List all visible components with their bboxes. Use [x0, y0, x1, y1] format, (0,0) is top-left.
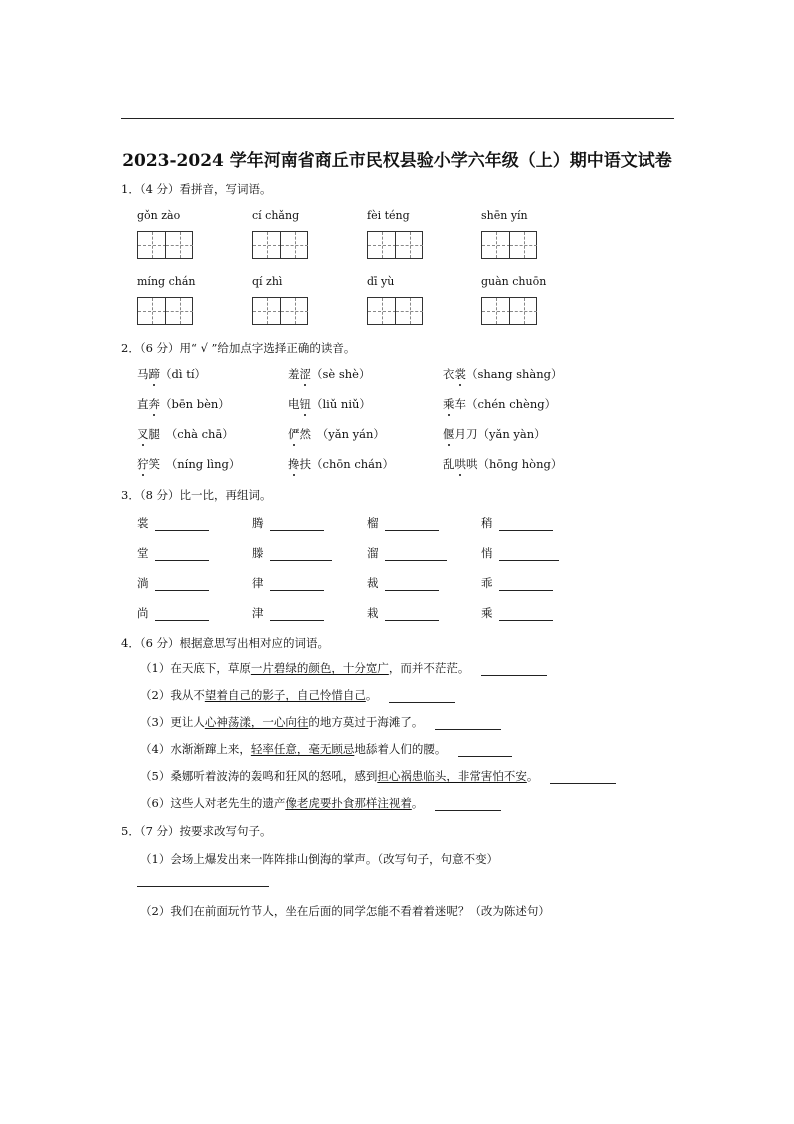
dotted-character: 涩 [299, 367, 311, 381]
meaning-sentence [140, 660, 547, 676]
reading-choice-item[interactable] [137, 456, 240, 472]
underlined-phrase: 担心祸患临头，非常害怕不安 [377, 769, 527, 783]
dotted-character: 狞 [137, 457, 149, 471]
pinyin-options: （níng lìng） [160, 457, 241, 471]
answer-blank[interactable] [385, 518, 439, 531]
sentence-lead: （2）我从不 [140, 688, 205, 702]
reading-choice-item[interactable] [443, 456, 562, 472]
answer-blank[interactable] [155, 608, 209, 621]
writing-grid[interactable] [481, 297, 537, 325]
word-suffix: 车 [454, 397, 466, 411]
pinyin-label: cí chǎng [252, 209, 300, 222]
word-prefix: 马 [137, 367, 149, 381]
dotted-character: 奔 [148, 397, 160, 411]
answer-blank[interactable] [270, 608, 324, 621]
compare-character: 榴 [367, 516, 379, 530]
dotted-character: 蹄 [148, 367, 160, 381]
pinyin-label: dī yù [367, 275, 395, 288]
reading-choice-item[interactable] [288, 456, 394, 472]
page-title: 2023-2024 学年河南省商丘市民权县验小学六年级（上）期中语文试卷 [122, 151, 672, 171]
pinyin-options: （hōng hòng） [477, 457, 563, 471]
answer-blank[interactable] [499, 608, 553, 621]
sentence-lead: （5）桑娜听着波涛的轰鸣和狂风的怒吼，感到 [140, 769, 378, 783]
compare-char-item [367, 575, 439, 591]
reading-choice-item[interactable] [137, 426, 234, 442]
compare-char-item [137, 515, 209, 531]
answer-blank[interactable] [155, 578, 209, 591]
compare-character: 尚 [137, 606, 149, 620]
answer-blank[interactable] [385, 578, 439, 591]
pinyin-options: （chén chèng） [466, 397, 557, 411]
pinyin-options: （bēn bèn） [160, 397, 230, 411]
pinyin-options: （dì tí） [160, 367, 206, 381]
q1-header: 1．（4 分）看拼音，写词语。 [121, 182, 272, 196]
writing-grid[interactable] [367, 297, 423, 325]
reading-choice-item[interactable] [288, 426, 385, 442]
word-prefix: 衣 [443, 367, 455, 381]
word-prefix: 乱 [443, 457, 455, 471]
dotted-character: 偃 [443, 427, 455, 441]
compare-character: 悄 [481, 546, 493, 560]
reading-choice-item[interactable] [288, 366, 370, 382]
meaning-sentence [140, 768, 616, 784]
underlined-phrase: 像老虎要扑食那样注视着 [285, 796, 412, 810]
writing-grid[interactable] [367, 231, 423, 259]
compare-char-item [367, 545, 447, 561]
compare-character: 律 [252, 576, 264, 590]
pinyin-options: （sè shè） [311, 367, 371, 381]
reading-choice-item[interactable] [137, 366, 206, 382]
writing-grid[interactable] [137, 297, 193, 325]
answer-blank[interactable] [435, 717, 501, 730]
answer-blank[interactable] [550, 771, 616, 784]
writing-grid[interactable] [481, 231, 537, 259]
dotted-character: 钮 [299, 397, 311, 411]
compare-character: 淌 [137, 576, 149, 590]
q5-answer-line-1[interactable] [137, 886, 269, 887]
writing-grid[interactable] [252, 231, 308, 259]
dotted-character: 裳 [454, 367, 466, 381]
sentence-tail: ，而并不茫茫。 [388, 661, 470, 675]
compare-character: 栽 [367, 606, 379, 620]
pinyin-options: （liǔ niǔ） [311, 397, 371, 411]
compare-character: 乖 [481, 576, 493, 590]
word-suffix: 月刀 [454, 427, 478, 441]
compare-char-item [137, 605, 209, 621]
word-suffix: 然 [299, 427, 311, 441]
underlined-phrase: 望着自己的影子，自己怜惜自己 [204, 688, 366, 702]
compare-character: 腾 [252, 516, 264, 530]
q5-sentence-1: （1）会场上爆发出来一阵阵排山倒海的掌声。（改写句子，句意不变） [140, 852, 499, 866]
answer-blank[interactable] [155, 518, 209, 531]
compare-char-item [137, 545, 209, 561]
answer-blank[interactable] [481, 663, 547, 676]
pinyin-label: fèi téng [367, 209, 410, 222]
meaning-sentence [140, 741, 512, 757]
answer-blank[interactable] [499, 548, 559, 561]
sentence-lead: （4）水渐渐蹿上来， [140, 742, 251, 756]
q5-sentence-2: （2）我们在前面玩竹节人，坐在后面的同学怎能不看着着迷呢？（改为陈述句） [140, 904, 550, 918]
answer-blank[interactable] [499, 578, 553, 591]
word-suffix: 哄 [466, 457, 478, 471]
answer-blank[interactable] [155, 548, 209, 561]
sentence-tail: 。 [411, 796, 424, 810]
dotted-character: 叉 [137, 427, 149, 441]
compare-char-item [481, 605, 553, 621]
sentence-tail: 。 [365, 688, 378, 702]
compare-char-item [367, 515, 439, 531]
underlined-phrase: 轻率任意，毫无顾忌 [250, 742, 355, 756]
word-suffix: 笑 [148, 457, 160, 471]
pinyin-label: qí zhì [252, 275, 283, 288]
compare-char-item [252, 545, 332, 561]
q3-header: 3．（8 分）比一比，再组词。 [121, 488, 272, 502]
compare-character: 裳 [137, 516, 149, 530]
reading-choice-item[interactable] [137, 396, 230, 412]
sentence-tail: 的地方莫过于海滩了。 [308, 715, 424, 729]
meaning-sentence [140, 687, 455, 703]
word-suffix: 腿 [148, 427, 160, 441]
pinyin-label: gǒn zào [137, 209, 181, 222]
answer-blank[interactable] [270, 578, 324, 591]
word-suffix: 扶 [299, 457, 311, 471]
dotted-character: 哄 [454, 457, 466, 471]
q5-header: 5．（7 分）按要求改写句子。 [121, 824, 272, 838]
compare-character: 稍 [481, 516, 493, 530]
reading-choice-item[interactable] [288, 396, 371, 412]
compare-character: 裁 [367, 576, 379, 590]
sentence-tail: 。 [526, 769, 539, 783]
q4-header: 4．（6 分）根据意思写出相对应的词语。 [121, 636, 330, 650]
header-rule [121, 118, 674, 119]
sentence-lead: （6）这些人对老先生的遗产 [140, 796, 286, 810]
answer-blank[interactable] [385, 608, 439, 621]
compare-character: 滕 [252, 546, 264, 560]
q2-header: 2．（6 分）用“ √ ”给加点字选择正确的读音。 [121, 341, 356, 355]
answer-blank[interactable] [499, 518, 553, 531]
sentence-tail: 地舔着人们的腰。 [354, 742, 447, 756]
compare-char-item [252, 605, 324, 621]
compare-character: 津 [252, 606, 264, 620]
pinyin-label: míng chán [137, 275, 196, 288]
answer-blank[interactable] [389, 690, 455, 703]
compare-char-item [252, 575, 324, 591]
answer-blank[interactable] [270, 518, 324, 531]
compare-char-item [481, 545, 559, 561]
word-prefix: 电 [288, 397, 300, 411]
pinyin-options: （chōn chán） [311, 457, 394, 471]
dotted-character: 俨 [288, 427, 300, 441]
writing-grid[interactable] [252, 297, 308, 325]
meaning-sentence [140, 714, 501, 730]
compare-character: 溜 [367, 546, 379, 560]
underlined-phrase: 心神荡漾，一心向往 [204, 715, 309, 729]
pinyin-options: （yǎn yán） [311, 427, 385, 441]
answer-blank[interactable] [270, 548, 332, 561]
reading-choice-item[interactable] [443, 426, 546, 442]
reading-choice-item[interactable] [443, 366, 563, 382]
compare-char-item [137, 575, 209, 591]
compare-character: 堂 [137, 546, 149, 560]
answer-blank[interactable] [435, 798, 501, 811]
compare-char-item [481, 575, 553, 591]
meaning-sentence [140, 795, 501, 811]
sentence-lead: （3）更让人 [140, 715, 205, 729]
answer-blank[interactable] [458, 744, 512, 757]
pinyin-options: （yǎn yàn） [477, 427, 546, 441]
writing-grid[interactable] [137, 231, 193, 259]
answer-blank[interactable] [385, 548, 447, 561]
sentence-lead: （1）在天底下，草原 [140, 661, 251, 675]
reading-choice-item[interactable] [443, 396, 556, 412]
dotted-character: 乘 [443, 397, 455, 411]
pinyin-options: （shang shàng） [466, 367, 563, 381]
compare-char-item [252, 515, 324, 531]
dotted-character: 搀 [288, 457, 300, 471]
pinyin-label: guàn chuōn [481, 275, 547, 288]
pinyin-options: （chà chā） [160, 427, 234, 441]
word-prefix: 直 [137, 397, 149, 411]
compare-character: 乘 [481, 606, 493, 620]
underlined-phrase: 一片碧绿的颜色，十分宽广 [250, 661, 389, 675]
word-prefix: 羞 [288, 367, 300, 381]
compare-char-item [367, 605, 439, 621]
compare-char-item [481, 515, 553, 531]
pinyin-label: shēn yín [481, 209, 528, 222]
